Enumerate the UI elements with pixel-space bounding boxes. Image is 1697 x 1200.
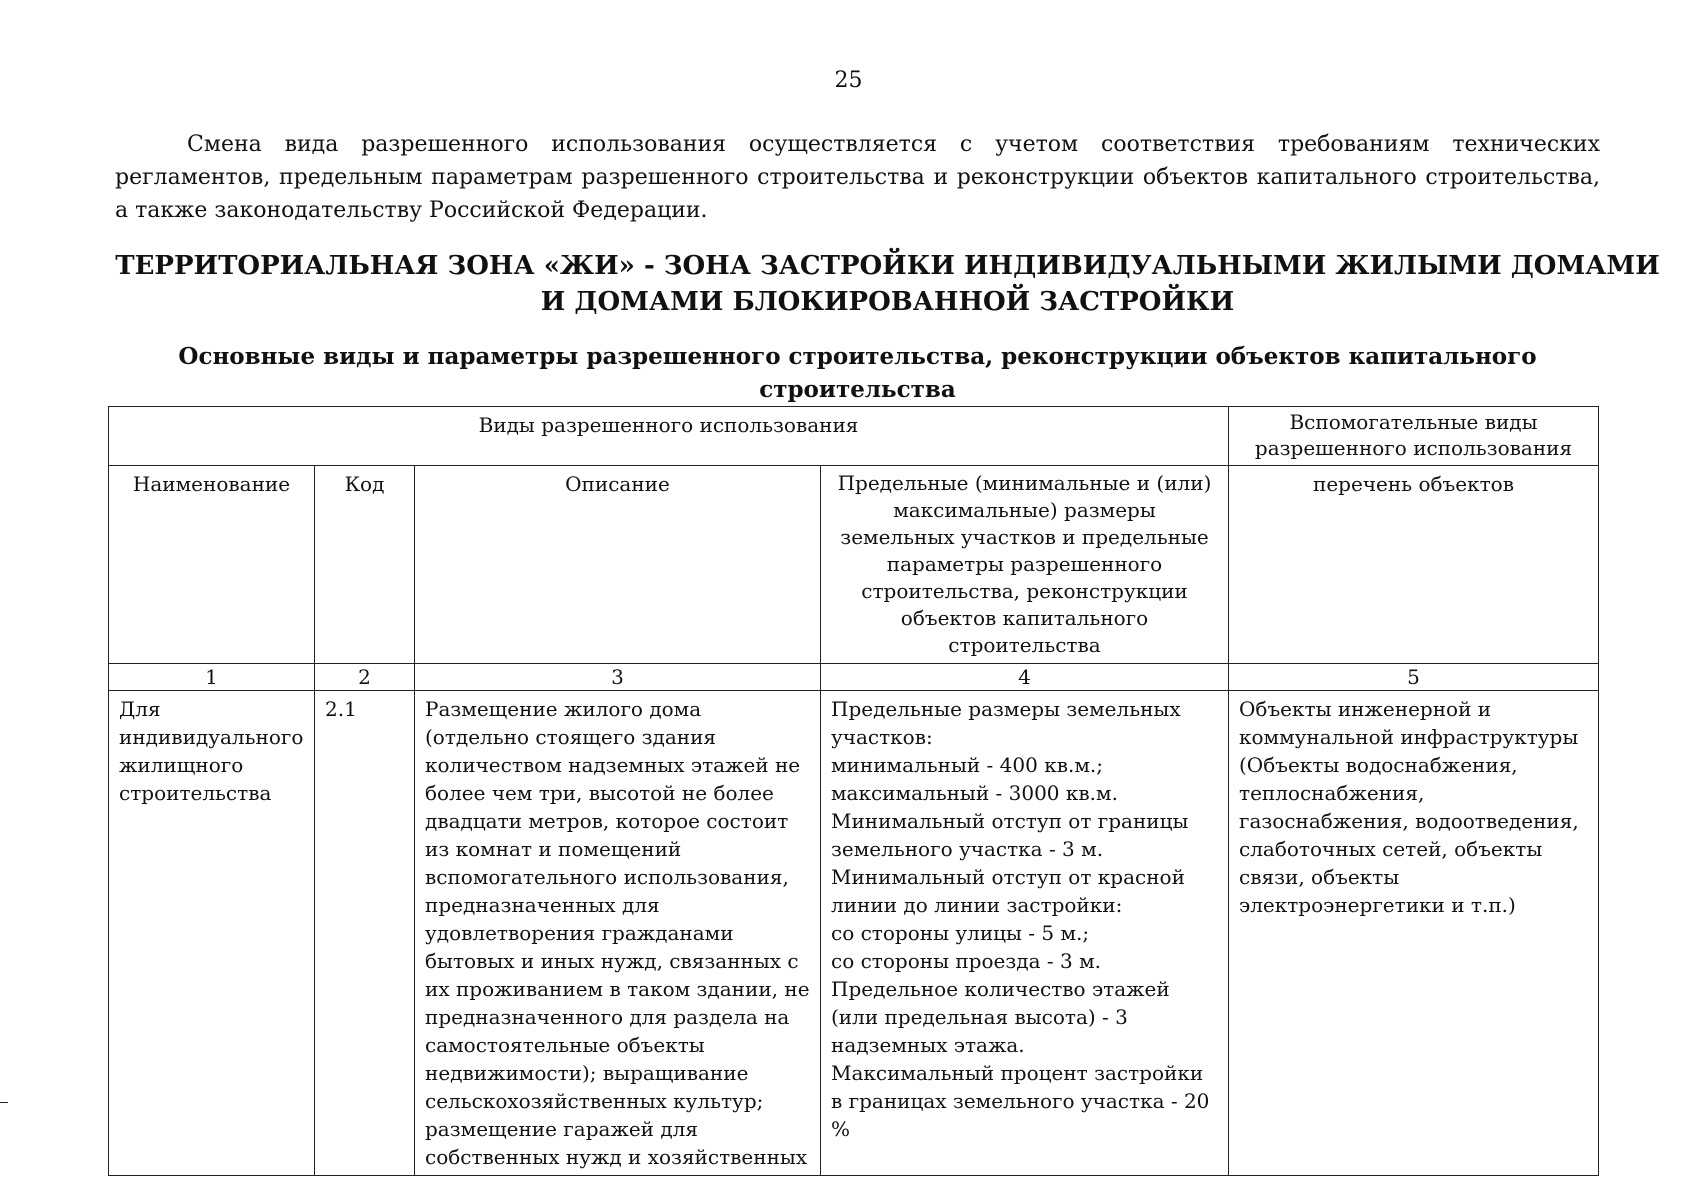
group-header-row [109, 407, 1599, 466]
page-number: 25 [834, 68, 863, 93]
auxiliary-objects-cell: Объекты инженерной и коммунальной инфраструктуры (Объекты водоснабжения, теплоснабжения, газоснабжения, водоотведения, слаботочных сетей, объекты связи, объекты электроэнергетики и т.п.) [1229, 691, 1599, 1176]
column-header-name: Наименование [109, 466, 315, 664]
use-parameters-cell: Предельные размеры земельных участков: минимальный - 400 кв.м.; максимальный - 3000 кв.м. Минимальный отступ от границы земельного участка - 3 м. Минимальный отступ от красной линии до линии застройки: со стороны улицы - 5 м.; со стороны проезда - 3 м. Предельное количество этажей (или предельная высота) - 3 надземных этажа. Максимальный процент застройки в границах земельного участка - 20 % [821, 691, 1229, 1176]
column-number: 1 [109, 664, 315, 691]
column-number: 3 [415, 664, 821, 691]
column-header-parameters: Предельные (минимальные и (или) максимальные) размеры земельных участков и предельные параметры разрешенного строительства, реконструкции объектов капитального строительства [821, 466, 1229, 664]
column-number: 5 [1229, 664, 1599, 691]
group-header-main: Виды разрешенного использования [109, 407, 1229, 466]
permitted-use-table [108, 406, 1599, 1176]
column-header-objects: перечень объектов [1229, 466, 1599, 664]
group-header-aux: Вспомогательные виды разрешенного использования [1229, 407, 1599, 466]
intro-paragraph: Смена вида разрешенного использования осуществляется с учетом соответствия требованиям технических регламентов, предельным параметрам разрешенного строительства и реконструкции объектов капитального строительства, а также законодательству Российской Федерации. [115, 132, 1600, 223]
use-name-cell: Для индивидуального жилищного строительства [109, 691, 315, 1176]
column-number: 4 [821, 664, 1229, 691]
use-description-cell: Размещение жилого дома (отдельно стоящего здания количеством надземных этажей не более чем три, высотой не более двадцати метров, которое состоит из комнат и помещений вспомогательного использования, предназначенных для удовлетворения гражданами бытовых и иных нужд, связанных с их проживанием в таком здании, не предназначенного для раздела на самостоятельные объекты недвижимости); выращивание сельскохозяйственных культур; размещение гаражей для собственных нужд и хозяйственных [415, 691, 821, 1176]
table-row [109, 691, 1599, 1176]
column-header-description: Описание [415, 466, 821, 664]
use-code-cell: 2.1 [315, 691, 415, 1176]
column-header-row [109, 466, 1599, 664]
zone-title: ТЕРРИТОРИАЛЬНАЯ ЗОНА «ЖИ» - ЗОНА ЗАСТРОЙКИ ИНДИВИДУАЛЬНЫМИ ЖИЛЫМИ ДОМАМИ И ДОМАМИ БЛОКИРОВАННОЙ ЗАСТРОЙКИ [115, 251, 1660, 317]
column-number-row [109, 664, 1599, 691]
column-header-code: Код [315, 466, 415, 664]
margin-mark [0, 1102, 8, 1103]
section-subtitle: Основные виды и параметры разрешенного строительства, реконструкции объектов капитального строительства [178, 343, 1537, 403]
column-number: 2 [315, 664, 415, 691]
